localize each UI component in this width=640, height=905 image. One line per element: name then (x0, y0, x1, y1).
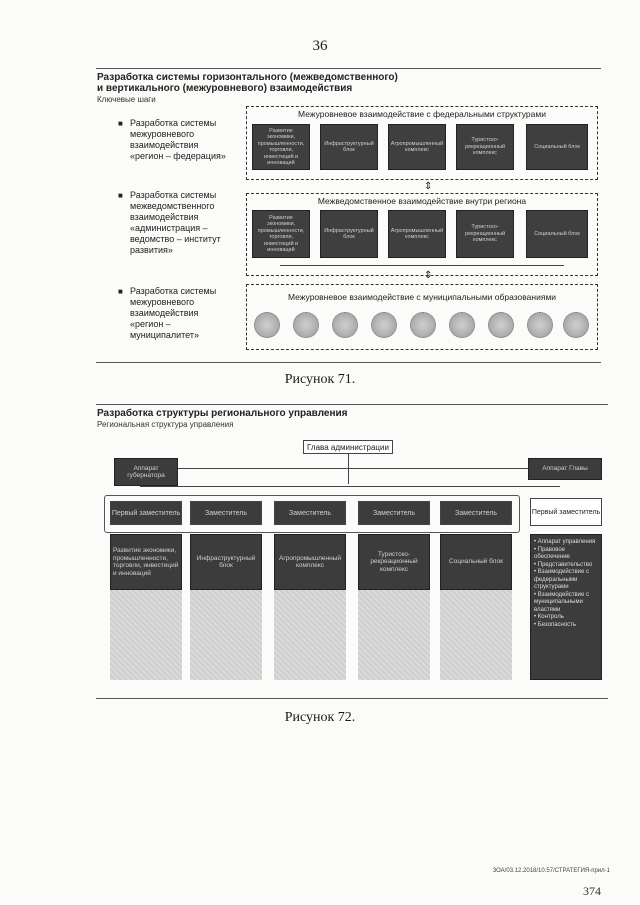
regional-block-agro: Агропромышленный комплекс (388, 210, 446, 258)
bullet-icon: ■ (118, 191, 123, 200)
deputy-box-3: Заместитель (274, 501, 346, 525)
right-function-text: Взаимодействие с федеральными структурами (534, 569, 590, 590)
municipality-circle (449, 312, 475, 338)
connector-line (178, 468, 528, 469)
connector-line (280, 265, 564, 266)
step-2-line: «администрация – (130, 223, 208, 233)
governor-office-box: Аппарат губернатора (114, 458, 178, 486)
bullet-icon: ■ (118, 119, 123, 128)
connector-line (348, 454, 349, 484)
block-social: Социальный блок (440, 534, 512, 590)
right-function-item: • Представительство (534, 561, 593, 568)
right-functions-panel (530, 534, 602, 680)
right-function-text: Контроль (537, 614, 564, 620)
block-economy: Развитие экономики, промышленности, торговли, инвестиций и инноваций (110, 534, 182, 590)
step-2-line: развития» (130, 245, 173, 255)
block-infrastructure: Инфраструктурный блок (190, 534, 262, 590)
figure-71 (0, 0, 640, 400)
arrow-icon: ⇕ (424, 181, 433, 192)
step-2-line: межведомственного (130, 201, 215, 211)
right-function-text: Представительство (537, 561, 593, 568)
figure-71-caption: Рисунок 71. (284, 372, 356, 387)
regional-block-economy: Развитие экономики, промышленности, торговли, инвестиций и инноваций (252, 210, 310, 258)
federal-block-infrastructure: Инфраструктурный блок (320, 124, 378, 170)
municipality-circle (488, 312, 514, 338)
right-function-item: • Правовое обеспечение (534, 546, 570, 560)
block-agro: Агропромышленный комплекс (274, 534, 346, 590)
right-function-item: • Аппарат управления (534, 539, 596, 545)
step-2-line: ведомство – институт (130, 234, 221, 244)
head-office-box: Аппарат Главы (528, 458, 602, 480)
figure-72-caption: Рисунок 72. (284, 710, 356, 725)
step-1-line: «регион – федерация» (130, 151, 226, 161)
right-function-text: Взаимодействие с муниципальными властями (534, 591, 590, 613)
right-function-text: Правовое обеспечение (534, 546, 570, 560)
step-3-line: Разработка системы (130, 286, 217, 296)
municipality-circle (563, 312, 589, 338)
figure-71-bottom-rule (96, 362, 601, 363)
block-infrastructure-detail (190, 590, 262, 680)
figure-71-title-line2: и вертикального (межуровневого) взаимодействия (97, 83, 353, 94)
municipality-circle (410, 312, 436, 338)
right-function-item: • Контроль (534, 614, 564, 620)
step-3-line: взаимодействия (130, 308, 199, 318)
figure-72-subtitle: Региональная структура управления (97, 420, 234, 429)
federal-block-economy: Развитие экономики, промышленности, торговли, инвестиций и инноваций (252, 124, 310, 170)
right-function-text: Аппарат управления (537, 539, 596, 545)
connector-line (140, 486, 560, 487)
municipality-circle (371, 312, 397, 338)
sheet-number: 374 (583, 884, 601, 898)
regional-block-social: Социальный блок (526, 210, 588, 258)
deputy-box-2: Заместитель (190, 501, 262, 525)
right-function-item: • Безопасность (534, 621, 577, 628)
regional-interaction-label: Межведомственное взаимодействие внутри региона (317, 196, 527, 206)
figure-72-bottom-rule (96, 698, 608, 699)
block-economy-detail (110, 590, 182, 680)
block-agro-detail (274, 590, 346, 680)
block-tourism: Туристско-рекреационный комплекс (358, 534, 430, 590)
head-of-administration: Глава администрации (303, 440, 393, 454)
figure-72-title: Разработка структуры регионального управления (97, 408, 348, 419)
federal-block-tourism: Туристско-рекреационный комплекс (456, 124, 514, 170)
municipal-interaction-label: Межуровневое взаимодействие с муниципальными образованиями (287, 292, 557, 302)
step-2-line: взаимодействия (130, 212, 199, 222)
municipality-circle (254, 312, 280, 338)
figure-72-top-rule (96, 404, 608, 405)
right-function-item: • Взаимодействие с федеральными структурами (534, 569, 590, 590)
step-3-line: «регион – (130, 319, 171, 329)
municipality-circle (527, 312, 553, 338)
arrow-icon: ⇕ (424, 270, 433, 281)
regional-block-tourism: Туристско-рекреационный комплекс (456, 210, 514, 258)
federal-interaction-label: Межуровневое взаимодействие с федеральными структурами (298, 109, 546, 119)
municipality-circle (332, 312, 358, 338)
step-1-line: Разработка системы (130, 118, 217, 128)
deputy-box-6: Первый заместитель (530, 498, 602, 526)
right-function-text: Безопасность (537, 621, 577, 628)
figure-71-top-rule (96, 68, 601, 69)
figure-72 (0, 400, 640, 730)
page-number: 36 (312, 38, 328, 54)
footer-reference: ЗОА/03.12.2018/10.57/СТРАТЕГИЯ-прил-1 (492, 868, 610, 874)
deputy-box-5: Заместитель (440, 501, 512, 525)
figure-71-title-line1: Разработка системы горизонтального (межведомственного) (97, 72, 398, 83)
regional-block-infrastructure: Инфраструктурный блок (320, 210, 378, 258)
step-3-line: муниципалитет» (130, 330, 199, 340)
block-social-detail (440, 590, 512, 680)
federal-block-social: Социальный блок (526, 124, 588, 170)
figure-71-subtitle: Ключевые шаги (97, 95, 156, 104)
deputy-box-1: Первый заместитель (110, 501, 182, 525)
step-1-line: межуровневого (130, 129, 195, 139)
deputy-box-4: Заместитель (358, 501, 430, 525)
step-3-line: межуровневого (130, 297, 195, 307)
municipality-circle (293, 312, 319, 338)
step-1-line: взаимодействия (130, 140, 199, 150)
step-2-line: Разработка системы (130, 190, 217, 200)
federal-block-agro: Агропромышленный комплекс (388, 124, 446, 170)
right-function-item: • Взаимодействие с муниципальными властями (534, 591, 590, 613)
block-tourism-detail (358, 590, 430, 680)
bullet-icon: ■ (118, 287, 123, 296)
